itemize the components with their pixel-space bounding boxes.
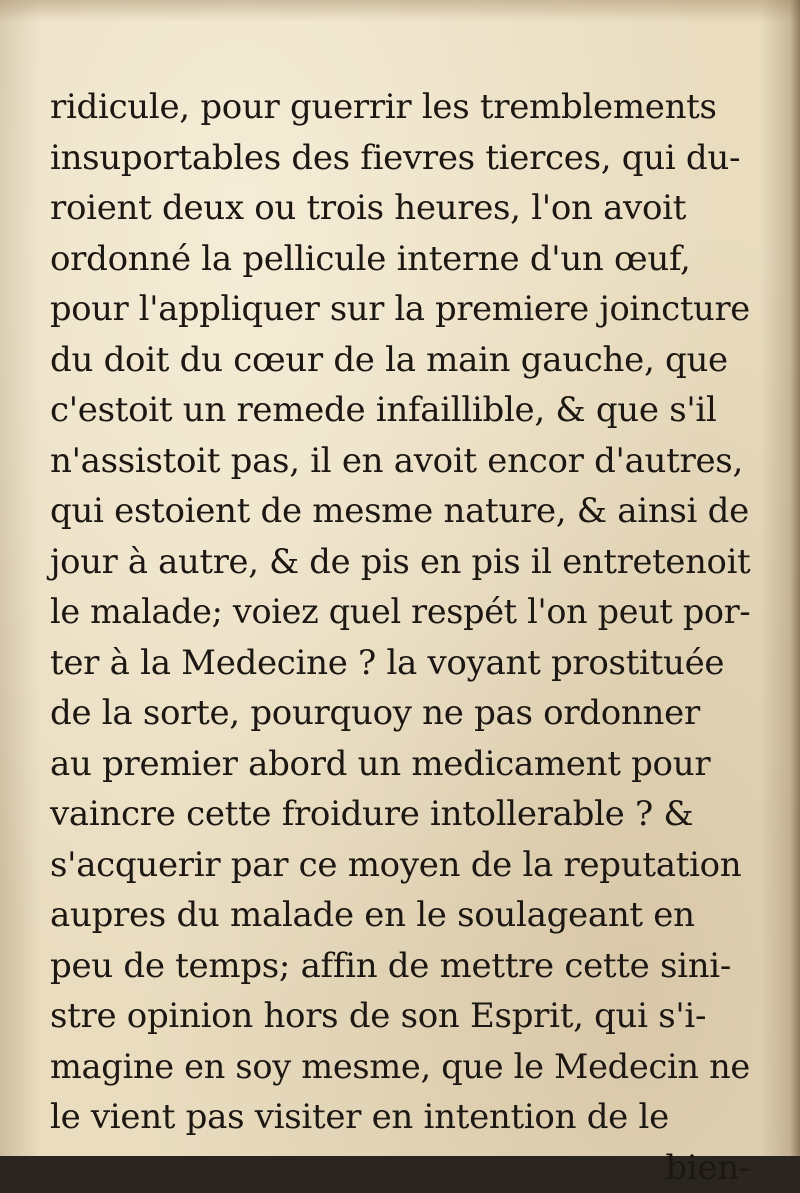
text-block	[50, 82, 750, 1193]
text-line: aupres du malade en le soulageant en	[50, 890, 750, 941]
text-line: n'assistoit pas, il en avoit encor d'autres,	[50, 436, 750, 487]
text-line: le vient pas visiter en intention de le	[50, 1092, 750, 1143]
text-line: stre opinion hors de son Esprit, qui s'i-	[50, 991, 750, 1042]
text-line: qui estoient de mesme nature, & ainsi de	[50, 486, 750, 537]
text-line: au premier abord un medicament pour	[50, 739, 750, 790]
text-line: magine en soy mesme, que le Medecin ne	[50, 1042, 741, 1093]
text-line: c'estoit un remede infaillible, & que s'il	[50, 385, 750, 436]
text-line: peu de temps; affin de mettre cette sini-	[50, 941, 750, 992]
text-line: vaincre cette froidure intollerable ? &	[50, 789, 750, 840]
text-line: du doit du cœur de la main gauche, que	[50, 335, 750, 386]
catchword: bien-	[50, 1143, 750, 1193]
text-line: roient deux ou trois heures, l'on avoit	[50, 183, 750, 234]
page-edge-shadow	[790, 0, 800, 1156]
page-top-shadow	[0, 0, 800, 22]
text-line: insuportables des fievres tierces, qui du-	[50, 133, 750, 184]
text-line: ter à la Medecine ? la voyant prostituée	[50, 638, 750, 689]
text-line: ridicule, pour guerrir les tremblements	[50, 82, 750, 133]
text-line: ordonné la pellicule interne d'un œuf,	[50, 234, 750, 285]
text-line: jour à autre, & de pis en pis il entretenoit	[50, 537, 745, 588]
text-line: pour l'appliquer sur la premiere joincture	[50, 284, 743, 335]
text-line: le malade; voiez quel respét l'on peut por-	[50, 587, 737, 638]
text-line: de la sorte, pourquoy ne pas ordonner	[50, 688, 750, 739]
text-line: s'acquerir par ce moyen de la reputation	[50, 840, 750, 891]
